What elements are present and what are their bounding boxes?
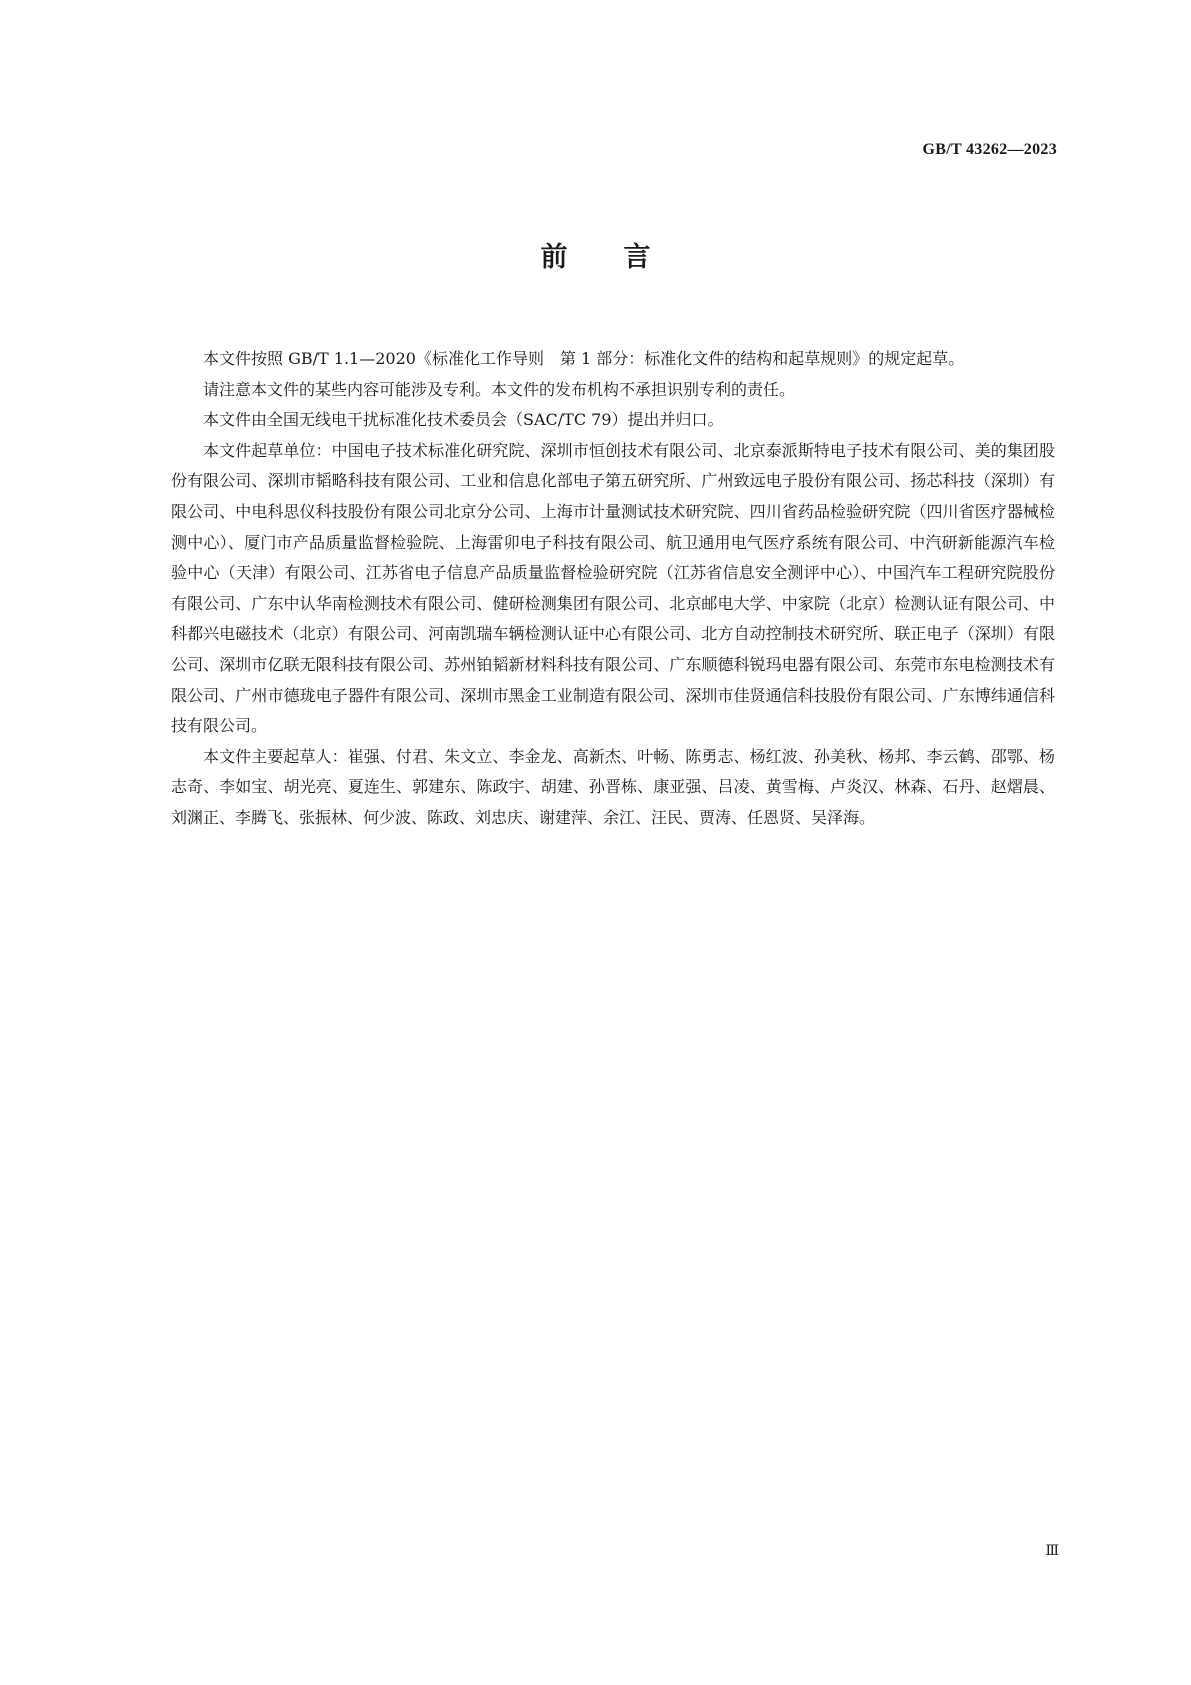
- page-title: 前言: [540, 242, 707, 273]
- paragraph-patent-notice: 请注意本文件的某些内容可能涉及专利。本文件的发布机构不承担识别专利的责任。: [203, 379, 796, 399]
- page-number: Ⅲ: [1045, 1544, 1059, 1559]
- paragraph-committee: 本文件由全国无线电干扰标准化技术委员会（SAC/TC 79）提出并归口。: [203, 410, 724, 430]
- standard-code: GB/T 43262—2023: [922, 141, 1057, 158]
- foreword-body: [171, 344, 1055, 834]
- paragraph-drafting-rules: 本文件按照 GB/T 1.1—2020《标准化工作导则 第 1 部分：标准化文件的结构和起草规则》的规定起草。: [203, 349, 965, 368]
- paragraph-drafters: 本文件主要起草人：崔强、付君、朱文立、李金龙、高新杰、叶畅、陈勇志、杨红波、孙美秋、杨邦、李云鹤、邵鄂、杨志奇、李如宝、胡光亮、夏连生、郭建东、陈政宇、胡建、孙晋栋、康亚强、吕凌、黄雪梅、卢炎汉、林森、石丹、赵熠晨、刘渊正、李腾飞、张振林、何少波、陈政、刘忠庆、谢建萍、余江、汪民、贾涛、任恩贤、吴泽海。: [171, 746, 1055, 827]
- paragraph-drafting-units: 本文件起草单位：中国电子技术标准化研究院、深圳市恒创技术有限公司、北京泰派斯特电子技术有限公司、美的集团股份有限公司、深圳市韬略科技有限公司、工业和信息化部电子第五研究所、广州致远电子股份有限公司、扬芯科技（深圳）有限公司、中电科思仪科技股份有限公司北京分公司、上海市计量测试技术研究院、四川省药品检验研究院（四川省医疗器械检测中心）、厦门市产品质量监督检验院、上海雷卯电子科技有限公司、航卫通用电气医疗系统有限公司、中汽研新能源汽车检验中心（天津）有限公司、江苏省电子信息产品质量监督检验研究院（江苏省信息安全测评中心）、中国汽车工程研究院股份有限公司、广东中认华南检测技术有限公司、健研检测集团有限公司、北京邮电大学、中家院（北京）检测认证有限公司、中科都兴电磁技术（北京）有限公司、河南凯瑞车辆检测认证中心有限公司、北方自动控制技术研究所、联正电子（深圳）有限公司、深圳市亿联无限科技有限公司、苏州铂韬新材料科技有限公司、广东顺德科锐玛电器有限公司、东莞市东电检测技术有限公司、广州市德珑电子器件有限公司、深圳市黑金工业制造有限公司、深圳市佳贤通信科技股份有限公司、广东博纬通信科技有限公司。: [171, 440, 1055, 736]
